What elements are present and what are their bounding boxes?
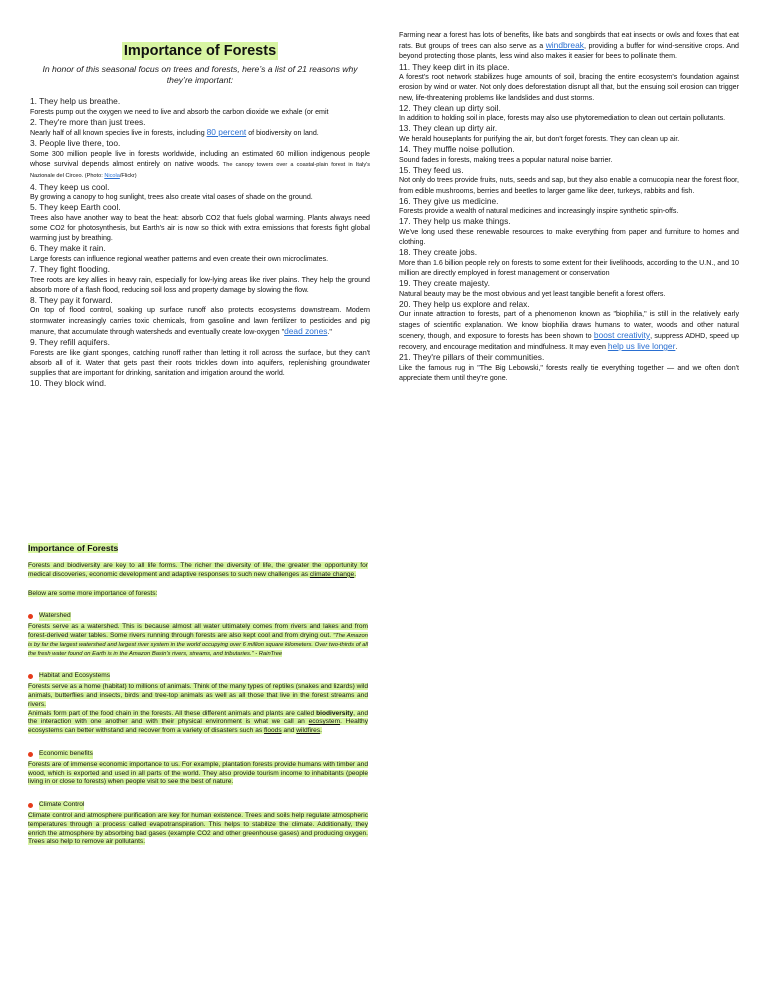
item-heading: 2. They're more than just trees.: [30, 116, 146, 127]
item-text: Forests provide a wealth of natural medicines and increasingly inspire synthetic spin-offs.: [399, 207, 679, 216]
item-heading: 7. They fight flooding.: [30, 264, 110, 275]
item-heading: 21. They're pillars of their communities.: [399, 352, 545, 363]
section-text: Forests serve as a home (habitat) to millions of animals. Think of the many types of reptiles (snakes and lizards) wild animals, butterflies and insects, birds and tree-top animals as well as all those that live in the forest streams and rivers.: [28, 683, 368, 708]
item-heading: 14. They muffle noise pollution.: [399, 144, 515, 155]
item-heading: 4. They keep us cool.: [30, 181, 110, 192]
bullet-icon: [28, 752, 33, 757]
bullet-icon: [28, 803, 33, 808]
intro-text: In honor of this seasonal focus on trees and forests, here’s a list of 21 reasons why they’re important:: [42, 64, 358, 85]
item-text: Trees also have another way to beat the heat: absorb CO2 that fuels global warming. Plants always need some CO2 for photosynthesis, but Earth's air is now so thick with extra emissions that forests fight global warming just by breathing.: [30, 213, 370, 243]
link-80-percent[interactable]: 80 percent: [206, 127, 247, 138]
link-dead-zones[interactable]: dead zones: [284, 325, 328, 336]
item-heading: 19. They create majesty.: [399, 278, 490, 289]
link-nicola[interactable]: Nicola: [104, 173, 120, 180]
link-climate-change[interactable]: climate change: [309, 570, 355, 578]
link-boost-creativity[interactable]: boost creativity: [593, 329, 651, 340]
bullet-icon: [28, 614, 33, 619]
bottom-section: [28, 543, 368, 847]
bullet-icon: [28, 674, 33, 679]
item-text: Natural beauty may be the most obvious and yet least tangible benefit a forest offers.: [399, 289, 666, 298]
left-column: [30, 42, 370, 389]
section-text: Climate control and atmosphere purification are key for human existence. Trees and soils help regulate atmospheric temperatures through a process called evapotranspiration. This helps to stabilize the climate. Additionally, they enrich the atmosphere by absorbing bad gases (example CO2 and other greenhouse gases) and producing oxygen. Trees also help to remove air pollutants.: [28, 811, 368, 846]
link-wildfires[interactable]: wildfires: [296, 727, 321, 735]
item-heading: 16. They give us medicine.: [399, 195, 499, 206]
item-text: Nearly half of all known species live in forests, including 80 percent of biodiversity on land.: [30, 127, 319, 138]
item-text: Tree roots are key allies in heavy rain, especially for low-lying areas like river plains. They help the ground absorb more of a flash flood, reducing soil loss and property damage by slowing the flow.: [30, 275, 370, 294]
section-economic: Economic benefits: [28, 750, 368, 759]
section-habitat: Habitat and Ecosystems: [28, 672, 368, 681]
item-heading: 1. They help us breathe.: [30, 96, 121, 106]
item-heading: 8. They pay it forward.: [30, 294, 113, 305]
item-heading: 9. They refill aquifers.: [30, 337, 110, 348]
item-text: Not only do trees provide fruits, nuts, seeds and sap, but they also enable a cornucopia near the forest floor, from edible mushrooms, berries and beetles to larger game like deer, turkeys, rabbits and fish.: [399, 176, 739, 195]
bottom-intro: Forests and biodiversity are key to all life forms. The richer the diversity of life, the greater the opportunity for medical discoveries, economic development and adaptive responses to such new challenges as climate change.: [28, 562, 368, 578]
item-text: Forests pump out the oxygen we need to live and absorb the carbon dioxide we exhale (or emit: [30, 107, 329, 116]
item-heading: 20. They help us explore and relax.: [399, 298, 530, 309]
link-ecosystem[interactable]: ecosystem: [308, 718, 341, 726]
link-help-us-live-longer[interactable]: help us live longer: [607, 341, 676, 352]
link-floods[interactable]: floods: [264, 727, 282, 735]
item-text: Large forests can influence regional weather patterns and even create their own microclimates.: [30, 254, 329, 263]
item-text: Forests are like giant sponges, catching runoff rather than letting it roll across the surface, but they can't absorb all of it. Water that gets past their roots trickles down into aquifers, replenishing groundwater supplies that are important for drinking, sanitation and irrigation around the world.: [30, 348, 370, 377]
item-heading: 13. They clean up dirty air.: [399, 123, 498, 134]
item-text: Our innate attraction to forests, part of a phenomenon known as "biophilia," is still in the relatively early stages of scientific explanation. We know biophilia draws humans to water, woods and other natural scenery, though, and exposure to forests has been shown to boost creativity, suppress ADHD, speed up recovery, and encourage meditation and mindfulness. It may even help us live longer.: [399, 310, 739, 352]
item-text: We herald houseplants for purifying the air, but don't forget forests. They can clean up air.: [399, 134, 680, 143]
section-climate: Climate Control: [28, 801, 368, 810]
item-text: We've long used these renewable resources to make everything from paper and furniture to homes and clothing.: [399, 227, 739, 247]
item-text: In addition to holding soil in place, forests may also use phytoremediation to clean out certain pollutants.: [399, 114, 726, 123]
item-text: More than 1.6 billion people rely on forests to some extent for their livelihoods, according to the U.N., and 10 million are directly employed in forest management or conservation: [399, 258, 739, 278]
section-text: Forests serve as a watershed. This is because almost all water ultimately comes from rivers and lakes and from forest-derived water tables. Some rivers running through forests are also kept cool and from drying out. "The Amazon is by far the largest watershed and largest river system in the world occupying over 6 million square kilometers. Over two-thirds of all the fresh water found on Earth is in the Amazon Basin's rivers, streams, and tributaries." - RainTree: [28, 623, 368, 657]
item-heading: 18. They create jobs.: [399, 247, 478, 258]
item-heading: 15. They feed us.: [399, 164, 464, 175]
item-text: On top of flood control, soaking up surface runoff also protects ecosystems downstream. Modern stormwater increasingly carries toxic chemicals, from gasoline and lawn fertilizer to pesticides and pig manure, that accumulate through watersheds and eventually create low-oxygen "dead zones.": [30, 306, 370, 336]
section-text: Forests are of immense economic importance to us. For example, plantation forests provide humans with timber and wood, which is exported and used in all parts of the world. They also provide tourism income to inhabitants (people living in or close to forests) when people visit to see the best of nature.: [28, 760, 368, 786]
item-text: By growing a canopy to hog sunlight, trees also create vital oases of shade on the ground.: [30, 193, 313, 202]
page-title: Importance of Forests: [123, 43, 277, 59]
link-windbreak[interactable]: windbreak: [545, 40, 584, 51]
item-heading: 5. They keep Earth cool.: [30, 202, 121, 213]
item-heading: 11. They keep dirt in its place.: [399, 61, 510, 72]
item-text: A forest's root network stabilizes huge amounts of soil, bracing the entire ecosystem's foundation against erosion by wind or water. Not only does deforestation disrupt all that, but the ensuing soil erosion can trigger new, life-threatening problems like landslides and dust storms.: [399, 73, 739, 102]
item-heading: 10. They block wind.: [30, 378, 107, 389]
right-column: [399, 30, 739, 383]
section-text: Animals form part of the food chain in the forests. All these different animals and plants are called biodiversity, and the interaction with one another and with their physical environment is what we call an ecosystem. Healthy ecosystems can better withstand and recover from a variety of disasters such as floods and wildfires.: [28, 709, 368, 735]
item-heading: 3. People live there, too.: [30, 138, 121, 149]
bottom-title: Importance of Forests: [28, 543, 119, 553]
item-heading: 17. They help us make things.: [399, 216, 511, 227]
item-heading: 12. They clean up dirty soil.: [399, 102, 501, 113]
section-watershed: Watershed: [28, 612, 368, 621]
bottom-more: Below are some more importance of forests:: [28, 589, 158, 597]
item-text: Like the famous rug in "The Big Lebowski," forests really tie everything together — and we often don't appreciate them until they're gone.: [399, 363, 739, 382]
windbreak-paragraph: Farming near a forest has lots of benefits, like bats and songbirds that eat insects or owls and foxes that eat rats. But groups of trees can also serve as a windbreak, providing a buffer for wind-sensitive crops. And beyond protecting those plants, less wind also makes it easier for bees to pollinate them.: [399, 31, 740, 61]
item-text: Sound fades in forests, making trees a popular natural noise barrier.: [399, 155, 613, 164]
item-heading: 6. They make it rain.: [30, 243, 106, 254]
item-text: Some 300 million people live in forests worldwide, including an estimated 60 million indigenous people whose survival depends almost entirely on native woods. The canopy towers over a coastal-plain forest in Italy's Nazionale del Circeo. (Photo: Nicola/Flickr): [30, 149, 370, 180]
